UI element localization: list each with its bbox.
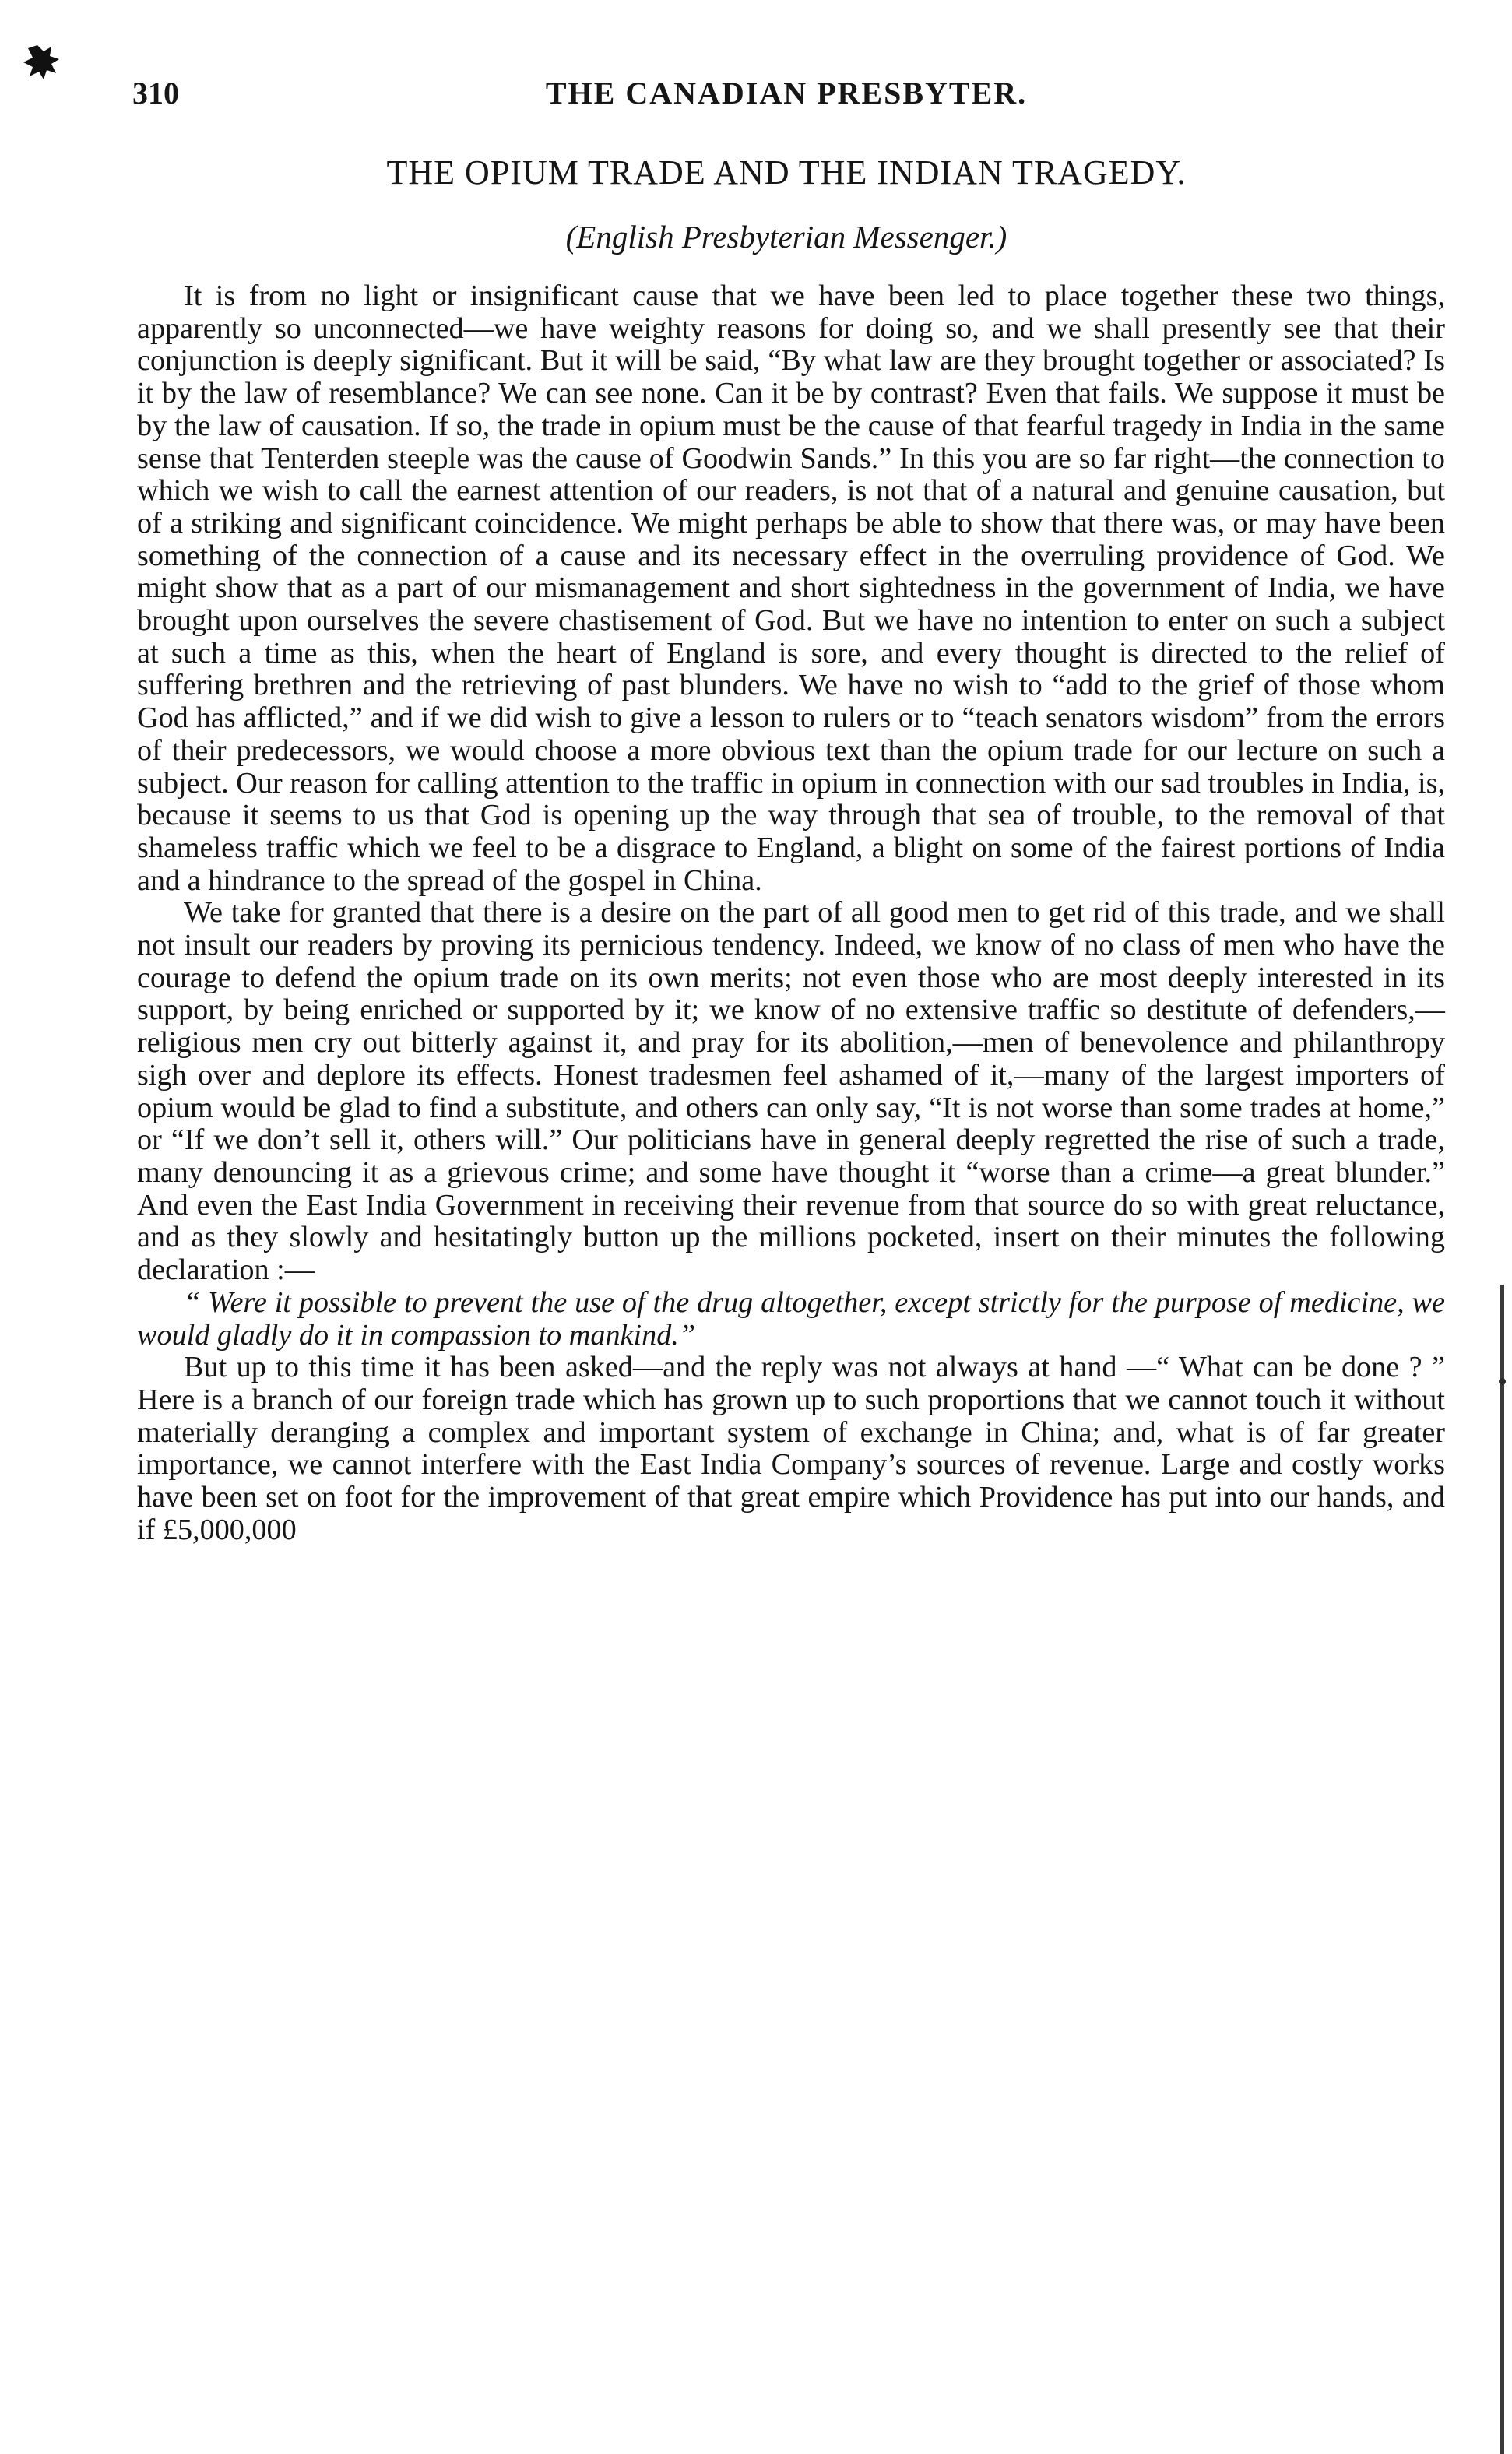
paragraph: But up to this time it has been asked—and the reply was not always at hand —“ What can be done ? ” Here is a branch of our foreign trade which has grown up to such proportions that we cannot touch it without materially deranging a complex and important system of exchange in China; and, what is of far greater importance, we cannot interfere with the East India Company’s sources of revenue. Large and costly works have been set on foot for the improvement of that great empire which Providence has put into our hands, and if £5,000,000 xyxy=(137,1351,1445,1546)
ink-blot-mark xyxy=(20,40,64,84)
running-head xyxy=(132,75,1440,121)
paragraph: We take for granted that there is a desire on the part of all good men to get rid of this trade, and we shall not insult our readers by proving its pernicious tendency. Indeed, we know of no class of men who have the courage to defend the opium trade on its own merits; not even those who are most deeply interested in its support, by being enriched or supported by it; we know of no extensive traffic so destitute of defenders,—religious men cry out bitterly against it, and pray for its abolition,—men of benevolence and philanthropy sigh over and deplore its effects. Honest tradesmen feel ashamed of it,—many of the largest importers of opium would be glad to find a substitute, and others can only say, “It is not worse than some trades at home,” or “If we don’t sell it, others will.” Our politicians have in general deeply regretted the rise of such a trade, many denouncing it as a grievous crime; and some have thought it “worse than a crime—a great blunder.” And even the East India Government in receiving their revenue from that source do so with great reluctance, and as they slowly and hesitatingly button up the millions pocketed, insert on their minutes the following declaration :— xyxy=(137,896,1445,1287)
article-title: THE OPIUM TRADE AND THE INDIAN TRAGEDY. xyxy=(386,153,1187,192)
page-number: 310 xyxy=(132,76,179,111)
paragraph: It is from no light or insignificant cause that we have been led to place together these two things, apparently so unconnected—we have weighty reasons for doing so, and we shall presently see that their conjunction is deeply significant. But it will be said, “By what law are they brought together or associated? Is it by the law of resemblance? We can see none. Can it be by contrast? Even that fails. We suppose it must be by the law of causation. If so, the trade in opium must be the cause of that fearful tragedy in India in the same sense that Tenterden steeple was the cause of Goodwin Sands.” In this you are so far right—the connection to which we wish to call the earnest attention of our readers, is not that of a natural and genuine causation, but of a striking and significant coincidence. We might perhaps be able to show that there was, or may have been something of the connection of a cause and its necessary effect in the overruling providence of God. We might show that as a part of our mismanagement and short sightedness in the government of India, we have brought upon ourselves the severe chastisement of God. But we have no intention to enter on such a subject at such a time as this, when the heart of England is sore, and every thought is directed to the relief of suffering brethren and the retrieving of past blunders. We have no wish to “add to the grief of those whom God has afflicted,” and if we did wish to give a lesson to rulers or to “teach senators wisdom” from the errors of their predecessors, we would choose a more obvious text than the opium trade for our lecture on such a subject. Our reason for calling attention to the traffic in opium in connection with our sad troubles in India, is, because it seems to us that God is opening up the way through that sea of trouble, to the removal of that shameless traffic which we feel to be a disgrace to England, a blight on some of the fairest portions of India and a hindrance to the spread of the gospel in China. xyxy=(137,280,1445,897)
page-edge-mark xyxy=(1499,1378,1506,1385)
page-edge-line xyxy=(1500,1285,1504,2454)
article-source: (English Presbyterian Messenger.) xyxy=(565,219,1007,255)
journal-title: THE CANADIAN PRESBYTER. xyxy=(545,76,1028,111)
article-body xyxy=(137,280,1445,1546)
quoted-declaration: “ Were it possible to prevent the use of the drug altogether, except strictly for the purpose of medicine, we would gladly do it in compassion to mankind.” xyxy=(137,1285,1445,1352)
